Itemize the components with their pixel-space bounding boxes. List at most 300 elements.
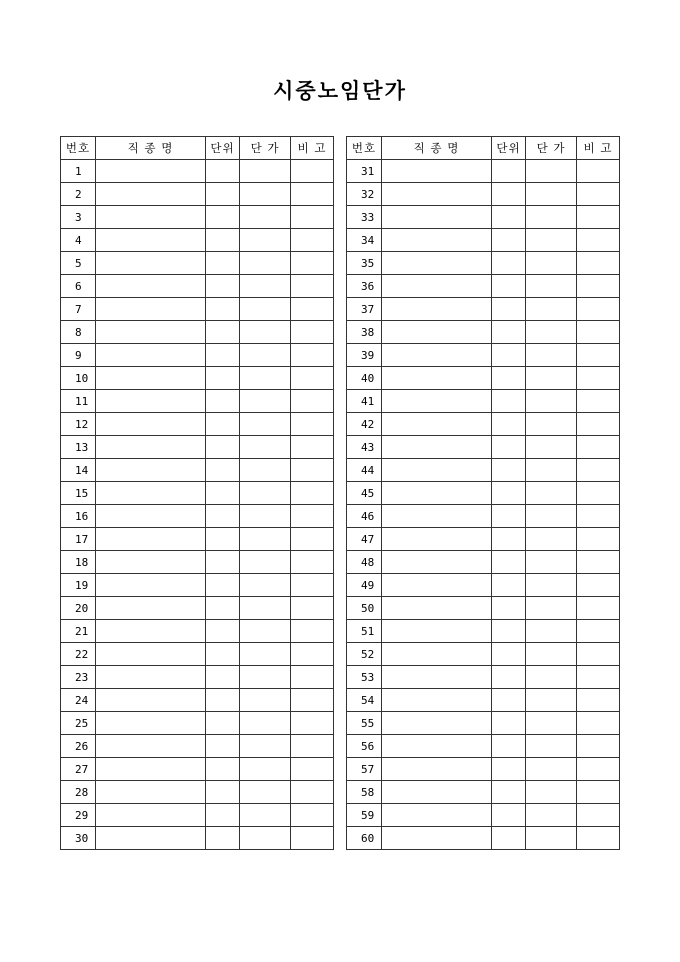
unit-price-cell <box>240 252 291 275</box>
unit-price-cell <box>240 574 291 597</box>
job-name-cell <box>96 827 206 850</box>
unit-price-cell <box>240 781 291 804</box>
unit-price-cell <box>240 390 291 413</box>
note-cell <box>291 620 334 643</box>
note-cell <box>577 574 620 597</box>
unit-price-cell <box>526 620 577 643</box>
table-row <box>347 160 620 183</box>
note-cell <box>291 735 334 758</box>
unit-price-cell <box>526 781 577 804</box>
header-note: 비 고 <box>291 137 334 160</box>
row-number: 4 <box>61 229 96 252</box>
row-number: 8 <box>61 321 96 344</box>
unit-price-cell <box>526 229 577 252</box>
unit-cell <box>492 298 526 321</box>
table-row <box>347 436 620 459</box>
unit-cell <box>492 804 526 827</box>
unit-price-cell <box>526 183 577 206</box>
row-number: 36 <box>347 275 382 298</box>
note-cell <box>577 459 620 482</box>
table-row <box>347 298 620 321</box>
unit-price-cell <box>526 528 577 551</box>
row-number: 44 <box>347 459 382 482</box>
note-cell <box>291 689 334 712</box>
note-cell <box>577 413 620 436</box>
job-name-cell <box>382 804 492 827</box>
row-number: 49 <box>347 574 382 597</box>
table-header-row <box>61 137 334 160</box>
note-cell <box>291 643 334 666</box>
header-job-name: 직 종 명 <box>382 137 492 160</box>
unit-price-cell <box>240 643 291 666</box>
note-cell <box>291 413 334 436</box>
job-name-cell <box>96 459 206 482</box>
unit-cell <box>206 574 240 597</box>
header-number: 번호 <box>61 137 96 160</box>
note-cell <box>577 505 620 528</box>
unit-cell <box>206 252 240 275</box>
job-name-cell <box>382 620 492 643</box>
job-name-cell <box>382 413 492 436</box>
note-cell <box>291 321 334 344</box>
unit-price-cell <box>526 436 577 459</box>
header-note: 비 고 <box>577 137 620 160</box>
job-name-cell <box>96 758 206 781</box>
row-number: 7 <box>61 298 96 321</box>
unit-cell <box>206 367 240 390</box>
job-name-cell <box>96 666 206 689</box>
unit-cell <box>492 206 526 229</box>
job-name-cell <box>96 206 206 229</box>
row-number: 18 <box>61 551 96 574</box>
note-cell <box>291 275 334 298</box>
unit-price-cell <box>240 344 291 367</box>
row-number: 41 <box>347 390 382 413</box>
table-row <box>61 229 334 252</box>
note-cell <box>291 183 334 206</box>
unit-price-cell <box>526 367 577 390</box>
unit-price-cell <box>526 413 577 436</box>
unit-cell <box>206 505 240 528</box>
table-row <box>61 206 334 229</box>
table-row <box>61 344 334 367</box>
table-row <box>347 321 620 344</box>
unit-price-cell <box>526 712 577 735</box>
unit-cell <box>206 436 240 459</box>
row-number: 1 <box>61 160 96 183</box>
unit-price-cell <box>240 298 291 321</box>
job-name-cell <box>382 206 492 229</box>
job-name-cell <box>382 574 492 597</box>
note-cell <box>291 804 334 827</box>
row-number: 2 <box>61 183 96 206</box>
table-row <box>347 390 620 413</box>
table-row <box>61 436 334 459</box>
row-number: 23 <box>61 666 96 689</box>
job-name-cell <box>96 367 206 390</box>
unit-price-cell <box>240 804 291 827</box>
row-number: 46 <box>347 505 382 528</box>
job-name-cell <box>96 574 206 597</box>
row-number: 12 <box>61 413 96 436</box>
job-name-cell <box>382 390 492 413</box>
note-cell <box>291 367 334 390</box>
unit-cell <box>492 712 526 735</box>
job-name-cell <box>382 551 492 574</box>
row-number: 10 <box>61 367 96 390</box>
job-name-cell <box>382 436 492 459</box>
unit-cell <box>206 666 240 689</box>
job-name-cell <box>96 643 206 666</box>
job-name-cell <box>382 712 492 735</box>
row-number: 50 <box>347 597 382 620</box>
table-row <box>61 758 334 781</box>
row-number: 47 <box>347 528 382 551</box>
row-number: 11 <box>61 390 96 413</box>
unit-cell <box>492 758 526 781</box>
unit-price-cell <box>240 160 291 183</box>
unit-cell <box>206 620 240 643</box>
unit-price-cell <box>240 551 291 574</box>
unit-price-cell <box>240 413 291 436</box>
job-name-cell <box>382 597 492 620</box>
table-row <box>61 827 334 850</box>
unit-price-cell <box>526 689 577 712</box>
unit-cell <box>492 390 526 413</box>
row-number: 15 <box>61 482 96 505</box>
unit-cell <box>206 643 240 666</box>
job-name-cell <box>96 620 206 643</box>
note-cell <box>577 528 620 551</box>
note-cell <box>577 390 620 413</box>
row-number: 48 <box>347 551 382 574</box>
unit-price-cell <box>526 275 577 298</box>
table-row <box>347 206 620 229</box>
wage-table-left <box>60 136 334 850</box>
job-name-cell <box>96 183 206 206</box>
row-number: 35 <box>347 252 382 275</box>
unit-cell <box>492 229 526 252</box>
job-name-cell <box>382 459 492 482</box>
job-name-cell <box>382 367 492 390</box>
job-name-cell <box>382 160 492 183</box>
unit-cell <box>492 275 526 298</box>
table-row <box>347 827 620 850</box>
note-cell <box>291 505 334 528</box>
note-cell <box>291 574 334 597</box>
table-row <box>347 758 620 781</box>
table-row <box>61 482 334 505</box>
job-name-cell <box>96 298 206 321</box>
unit-cell <box>206 275 240 298</box>
unit-cell <box>492 344 526 367</box>
table-row <box>347 620 620 643</box>
note-cell <box>291 482 334 505</box>
unit-price-cell <box>526 551 577 574</box>
job-name-cell <box>96 344 206 367</box>
table-row <box>347 229 620 252</box>
unit-cell <box>492 666 526 689</box>
unit-price-cell <box>526 206 577 229</box>
unit-cell <box>206 597 240 620</box>
table-row <box>61 712 334 735</box>
row-number: 6 <box>61 275 96 298</box>
unit-cell <box>492 321 526 344</box>
note-cell <box>577 275 620 298</box>
table-row <box>61 183 334 206</box>
row-number: 3 <box>61 206 96 229</box>
row-number: 21 <box>61 620 96 643</box>
table-row <box>61 620 334 643</box>
note-cell <box>577 183 620 206</box>
table-row <box>61 413 334 436</box>
row-number: 53 <box>347 666 382 689</box>
table-row <box>347 735 620 758</box>
unit-price-cell <box>526 643 577 666</box>
unit-cell <box>206 390 240 413</box>
header-unit-price: 단 가 <box>526 137 577 160</box>
table-row <box>347 505 620 528</box>
note-cell <box>291 390 334 413</box>
unit-cell <box>206 804 240 827</box>
note-cell <box>577 804 620 827</box>
job-name-cell <box>96 712 206 735</box>
note-cell <box>577 229 620 252</box>
job-name-cell <box>382 827 492 850</box>
job-name-cell <box>382 528 492 551</box>
job-name-cell <box>382 229 492 252</box>
row-number: 52 <box>347 643 382 666</box>
note-cell <box>291 551 334 574</box>
unit-price-cell <box>240 321 291 344</box>
row-number: 26 <box>61 735 96 758</box>
unit-price-cell <box>240 367 291 390</box>
unit-price-cell <box>526 252 577 275</box>
row-number: 5 <box>61 252 96 275</box>
unit-cell <box>492 574 526 597</box>
row-number: 33 <box>347 206 382 229</box>
table-row <box>61 459 334 482</box>
note-cell <box>577 160 620 183</box>
row-number: 16 <box>61 505 96 528</box>
job-name-cell <box>96 275 206 298</box>
note-cell <box>577 781 620 804</box>
unit-price-cell <box>240 620 291 643</box>
row-number: 51 <box>347 620 382 643</box>
note-cell <box>291 344 334 367</box>
table-row <box>347 275 620 298</box>
job-name-cell <box>382 505 492 528</box>
row-number: 17 <box>61 528 96 551</box>
unit-cell <box>492 252 526 275</box>
table-row <box>347 804 620 827</box>
note-cell <box>577 252 620 275</box>
unit-cell <box>492 827 526 850</box>
job-name-cell <box>382 252 492 275</box>
unit-price-cell <box>240 666 291 689</box>
table-row <box>61 321 334 344</box>
job-name-cell <box>382 344 492 367</box>
row-number: 40 <box>347 367 382 390</box>
unit-cell <box>492 689 526 712</box>
note-cell <box>577 367 620 390</box>
unit-price-cell <box>526 758 577 781</box>
unit-price-cell <box>526 827 577 850</box>
unit-cell <box>206 160 240 183</box>
note-cell <box>577 643 620 666</box>
row-number: 34 <box>347 229 382 252</box>
note-cell <box>577 321 620 344</box>
note-cell <box>577 551 620 574</box>
unit-cell <box>492 505 526 528</box>
job-name-cell <box>382 275 492 298</box>
table-row <box>347 344 620 367</box>
row-number: 22 <box>61 643 96 666</box>
note-cell <box>577 436 620 459</box>
unit-price-cell <box>526 804 577 827</box>
row-number: 28 <box>61 781 96 804</box>
table-row <box>61 505 334 528</box>
row-number: 39 <box>347 344 382 367</box>
unit-price-cell <box>240 229 291 252</box>
header-number: 번호 <box>347 137 382 160</box>
job-name-cell <box>96 505 206 528</box>
note-cell <box>291 758 334 781</box>
row-number: 13 <box>61 436 96 459</box>
job-name-cell <box>96 229 206 252</box>
unit-price-cell <box>526 482 577 505</box>
job-name-cell <box>96 390 206 413</box>
table-row <box>61 735 334 758</box>
job-name-cell <box>96 735 206 758</box>
header-unit: 단위 <box>206 137 240 160</box>
note-cell <box>577 344 620 367</box>
row-number: 20 <box>61 597 96 620</box>
unit-cell <box>492 160 526 183</box>
unit-cell <box>492 367 526 390</box>
job-name-cell <box>382 689 492 712</box>
note-cell <box>291 252 334 275</box>
table-row <box>61 781 334 804</box>
unit-cell <box>206 712 240 735</box>
unit-cell <box>206 528 240 551</box>
unit-cell <box>492 735 526 758</box>
table-row <box>347 528 620 551</box>
table-row <box>61 298 334 321</box>
unit-price-cell <box>240 505 291 528</box>
note-cell <box>577 689 620 712</box>
note-cell <box>291 229 334 252</box>
note-cell <box>291 436 334 459</box>
unit-cell <box>206 689 240 712</box>
unit-cell <box>492 597 526 620</box>
unit-cell <box>206 758 240 781</box>
table-row <box>61 367 334 390</box>
note-cell <box>577 735 620 758</box>
table-row <box>347 597 620 620</box>
unit-price-cell <box>526 505 577 528</box>
unit-cell <box>492 183 526 206</box>
unit-price-cell <box>240 436 291 459</box>
table-row <box>347 551 620 574</box>
row-number: 27 <box>61 758 96 781</box>
table-row <box>347 459 620 482</box>
row-number: 37 <box>347 298 382 321</box>
note-cell <box>577 482 620 505</box>
row-number: 9 <box>61 344 96 367</box>
job-name-cell <box>382 321 492 344</box>
note-cell <box>577 827 620 850</box>
unit-cell <box>206 229 240 252</box>
unit-price-cell <box>526 735 577 758</box>
unit-cell <box>206 482 240 505</box>
unit-price-cell <box>526 321 577 344</box>
job-name-cell <box>382 643 492 666</box>
row-number: 32 <box>347 183 382 206</box>
unit-cell <box>492 620 526 643</box>
table-row <box>347 413 620 436</box>
job-name-cell <box>96 321 206 344</box>
row-number: 24 <box>61 689 96 712</box>
job-name-cell <box>96 804 206 827</box>
job-name-cell <box>96 597 206 620</box>
table-header-row <box>347 137 620 160</box>
job-name-cell <box>96 436 206 459</box>
table-row <box>61 597 334 620</box>
unit-cell <box>206 413 240 436</box>
job-name-cell <box>382 666 492 689</box>
note-cell <box>577 206 620 229</box>
row-number: 55 <box>347 712 382 735</box>
table-row <box>61 689 334 712</box>
job-name-cell <box>382 735 492 758</box>
job-name-cell <box>96 528 206 551</box>
unit-cell <box>206 206 240 229</box>
note-cell <box>577 758 620 781</box>
table-row <box>61 551 334 574</box>
unit-price-cell <box>526 298 577 321</box>
job-name-cell <box>96 160 206 183</box>
unit-cell <box>492 413 526 436</box>
table-row <box>347 183 620 206</box>
note-cell <box>291 459 334 482</box>
wage-table-right <box>346 136 620 850</box>
table-row <box>347 712 620 735</box>
row-number: 29 <box>61 804 96 827</box>
unit-price-cell <box>240 758 291 781</box>
unit-cell <box>206 735 240 758</box>
job-name-cell <box>96 551 206 574</box>
table-row <box>347 574 620 597</box>
unit-price-cell <box>240 528 291 551</box>
table-row <box>61 804 334 827</box>
table-row <box>347 689 620 712</box>
unit-price-cell <box>526 344 577 367</box>
table-row <box>347 482 620 505</box>
unit-cell <box>492 551 526 574</box>
row-number: 19 <box>61 574 96 597</box>
row-number: 58 <box>347 781 382 804</box>
unit-price-cell <box>240 597 291 620</box>
unit-cell <box>206 781 240 804</box>
note-cell <box>291 781 334 804</box>
row-number: 42 <box>347 413 382 436</box>
unit-price-cell <box>240 183 291 206</box>
row-number: 14 <box>61 459 96 482</box>
header-unit-price: 단 가 <box>240 137 291 160</box>
unit-price-cell <box>526 160 577 183</box>
unit-cell <box>492 643 526 666</box>
